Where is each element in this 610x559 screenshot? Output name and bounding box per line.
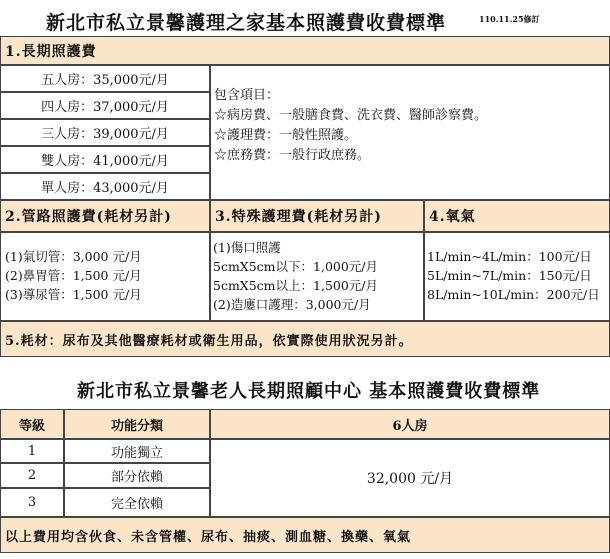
oxygen-item: 1L/min~4L/min：100元/日 [427,249,592,264]
section5-consumables: 5.耗材：尿布及其他醫療耗材或衛生用品，依實際使用狀況另計。 [0,321,610,357]
tube-care-item: (2)鼻胃管：1,500 元/月 [5,268,142,283]
tube-care-item: (3)導尿管：1,500 元/月 [5,287,142,302]
room-rate: 三人房：39,000元/月 [0,119,210,146]
fee-footnote: 以上費用均含伙食、未含管權、尿布、抽痰、測血糖、換藥、氧氣 [0,517,610,553]
special-care-item: 5cmX5cm以下：1,000元/月 [213,259,379,274]
included-item: 包含項目： [214,88,280,103]
section1-header: 1.長期照護費 [0,36,610,65]
room-rate: 單人房：43,000元/月 [0,173,210,200]
included-item: ☆病房費、一般膳食費、洗衣費、醫師診察費。 [214,108,488,123]
special-care-item: (2)造廔口護理：3,000元/月 [213,297,371,312]
oxygen-list [424,232,610,321]
special-care-list [210,232,424,321]
tube-care-list [0,232,210,321]
category-cell: 部分依賴 [64,463,210,488]
room-rate: 五人房：35,000元/月 [0,65,210,92]
level-cell: 2 [0,463,64,488]
level-cell: 3 [0,488,64,517]
monthly-price: 32,000 元/月 [210,439,610,517]
section2-header: 2.管路照護費(耗材另計) [0,200,210,232]
oxygen-item: 5L/min~7L/min：150元/日 [427,268,592,283]
header-room-type: 6人房 [210,409,610,439]
elder-care-fee-table [0,409,610,559]
page-title: 新北市私立景馨護理之家基本照護費收費標準 [46,12,447,34]
included-item: ☆護理費：一般性照護。 [214,128,358,143]
section4-header: 4.氧氣 [424,200,610,232]
special-care-item: 5cmX5cm以上：1,500元/月 [213,278,379,293]
category-cell: 功能獨立 [64,439,210,463]
included-items [210,65,610,200]
header-category: 功能分類 [64,409,210,439]
room-rate: 四人房：37,000元/月 [0,92,210,119]
category-cell: 完全依賴 [64,488,210,517]
level-cell: 1 [0,439,64,463]
tube-care-item: (1)氣切管：3,000 元/月 [5,249,142,264]
special-care-item: (1)傷口照護 [213,240,281,255]
revision-date: 110.11.25修訂 [479,14,540,24]
section-title-2: 新北市私立景馨老人長期照顧中心 基本照護費收費標準 [77,381,541,402]
section3-header: 3.特殊護理費(耗材另計) [210,200,424,232]
room-rate: 雙人房：41,000元/月 [0,146,210,173]
header-level: 等級 [0,409,64,439]
included-item: ☆庶務費：一般行政庶務。 [214,148,371,163]
oxygen-item: 8L/min~10L/min：200元/日 [427,287,600,302]
